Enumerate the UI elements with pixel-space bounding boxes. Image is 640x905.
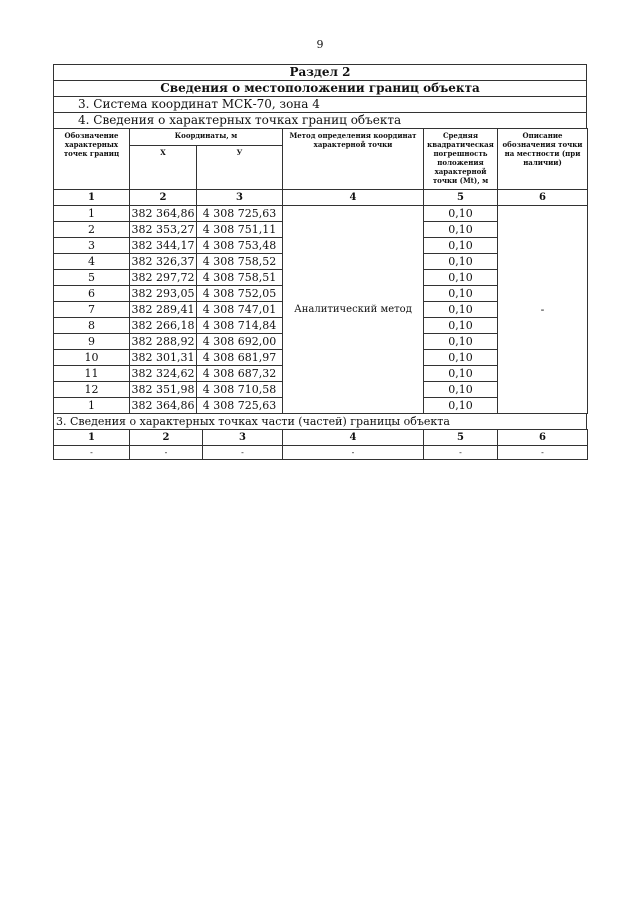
point-cell: 10	[54, 350, 130, 366]
y-cell: 4 308 751,11	[197, 222, 283, 238]
column-number: 4	[283, 190, 424, 206]
accuracy-cell: 0,10	[424, 350, 498, 366]
point-cell: 7	[54, 302, 130, 318]
y-cell: 4 308 753,48	[197, 238, 283, 254]
accuracy-cell: 0,10	[424, 318, 498, 334]
point-cell: 8	[54, 318, 130, 334]
point-cell: 3	[54, 238, 130, 254]
y-cell: 4 308 692,00	[197, 334, 283, 350]
column-number: 2	[130, 430, 203, 446]
point-cell: 6	[54, 286, 130, 302]
point-cell: 11	[54, 366, 130, 382]
x-cell: 382 351,98	[130, 382, 197, 398]
column-number: 3	[197, 190, 283, 206]
y-cell: 4 308 758,51	[197, 270, 283, 286]
x-cell: 382 301,31	[130, 350, 197, 366]
y-cell: 4 308 714,84	[197, 318, 283, 334]
x-cell: 382 344,17	[130, 238, 197, 254]
accuracy-cell: 0,10	[424, 286, 498, 302]
coordinate-system: 3. Система координат МСК-70, зона 4	[53, 96, 587, 112]
y-cell: 4 308 725,63	[197, 398, 283, 414]
section-subtitle: Сведения о местоположении границ объекта	[53, 80, 587, 96]
point-cell: 2	[54, 222, 130, 238]
accuracy-cell: 0,10	[424, 302, 498, 318]
accuracy-cell: 0,10	[424, 222, 498, 238]
header-accuracy: Средняя квадратическая погрешность положения характерной точки (Mt), м	[424, 129, 498, 190]
header-row	[54, 129, 588, 146]
description-cell: -	[498, 206, 588, 414]
y-cell: 4 308 747,01	[197, 302, 283, 318]
section-title: Раздел 2	[53, 64, 587, 80]
header-y: У	[197, 146, 283, 190]
dash-cell: -	[54, 446, 130, 460]
points-section-title: 4. Сведения о характерных точках границ объекта	[53, 112, 587, 128]
table-row	[54, 206, 588, 222]
header-coordinates: Координаты, м	[130, 129, 283, 146]
y-cell: 4 308 710,58	[197, 382, 283, 398]
point-cell: 12	[54, 382, 130, 398]
dash-cell: -	[283, 446, 424, 460]
accuracy-cell: 0,10	[424, 334, 498, 350]
part-boundary-title: 3. Сведения о характерных точках части (частей) границы объекта	[53, 414, 587, 429]
boundary-points-table	[53, 128, 588, 414]
point-cell: 9	[54, 334, 130, 350]
point-cell: 1	[54, 206, 130, 222]
x-cell: 382 288,92	[130, 334, 197, 350]
part-table-row	[54, 446, 588, 460]
accuracy-cell: 0,10	[424, 398, 498, 414]
accuracy-cell: 0,10	[424, 238, 498, 254]
column-number: 1	[54, 190, 130, 206]
column-number: 5	[424, 430, 498, 446]
header-x: X	[130, 146, 197, 190]
column-number: 6	[498, 430, 588, 446]
boundary-document	[53, 64, 587, 460]
y-cell: 4 308 681,97	[197, 350, 283, 366]
method-cell: Аналитический метод	[283, 206, 424, 414]
dash-cell: -	[498, 446, 588, 460]
accuracy-cell: 0,10	[424, 382, 498, 398]
column-number: 2	[130, 190, 197, 206]
column-number: 6	[498, 190, 588, 206]
accuracy-cell: 0,10	[424, 366, 498, 382]
column-number: 4	[283, 430, 424, 446]
x-cell: 382 353,27	[130, 222, 197, 238]
y-cell: 4 308 687,32	[197, 366, 283, 382]
x-cell: 382 266,18	[130, 318, 197, 334]
column-number: 3	[203, 430, 283, 446]
point-cell: 4	[54, 254, 130, 270]
header-description: Описание обозначения точки на местности (при наличии)	[498, 129, 588, 190]
accuracy-cell: 0,10	[424, 270, 498, 286]
dash-cell: -	[130, 446, 203, 460]
part-column-numbers-row	[54, 430, 588, 446]
x-cell: 382 326,37	[130, 254, 197, 270]
column-number: 1	[54, 430, 130, 446]
column-number: 5	[424, 190, 498, 206]
part-boundary-table	[53, 429, 588, 460]
accuracy-cell: 0,10	[424, 254, 498, 270]
x-cell: 382 289,41	[130, 302, 197, 318]
dash-cell: -	[424, 446, 498, 460]
y-cell: 4 308 725,63	[197, 206, 283, 222]
y-cell: 4 308 758,52	[197, 254, 283, 270]
x-cell: 382 324,62	[130, 366, 197, 382]
header-method: Метод определения координат характерной точки	[283, 129, 424, 190]
column-numbers-row	[54, 190, 588, 206]
x-cell: 382 297,72	[130, 270, 197, 286]
x-cell: 382 364,86	[130, 398, 197, 414]
x-cell: 382 293,05	[130, 286, 197, 302]
point-cell: 1	[54, 398, 130, 414]
header-point-designation: Обозначение характерных точек границ	[54, 129, 130, 190]
point-cell: 5	[54, 270, 130, 286]
accuracy-cell: 0,10	[424, 206, 498, 222]
page-number: 9	[316, 38, 324, 51]
x-cell: 382 364,86	[130, 206, 197, 222]
y-cell: 4 308 752,05	[197, 286, 283, 302]
dash-cell: -	[203, 446, 283, 460]
